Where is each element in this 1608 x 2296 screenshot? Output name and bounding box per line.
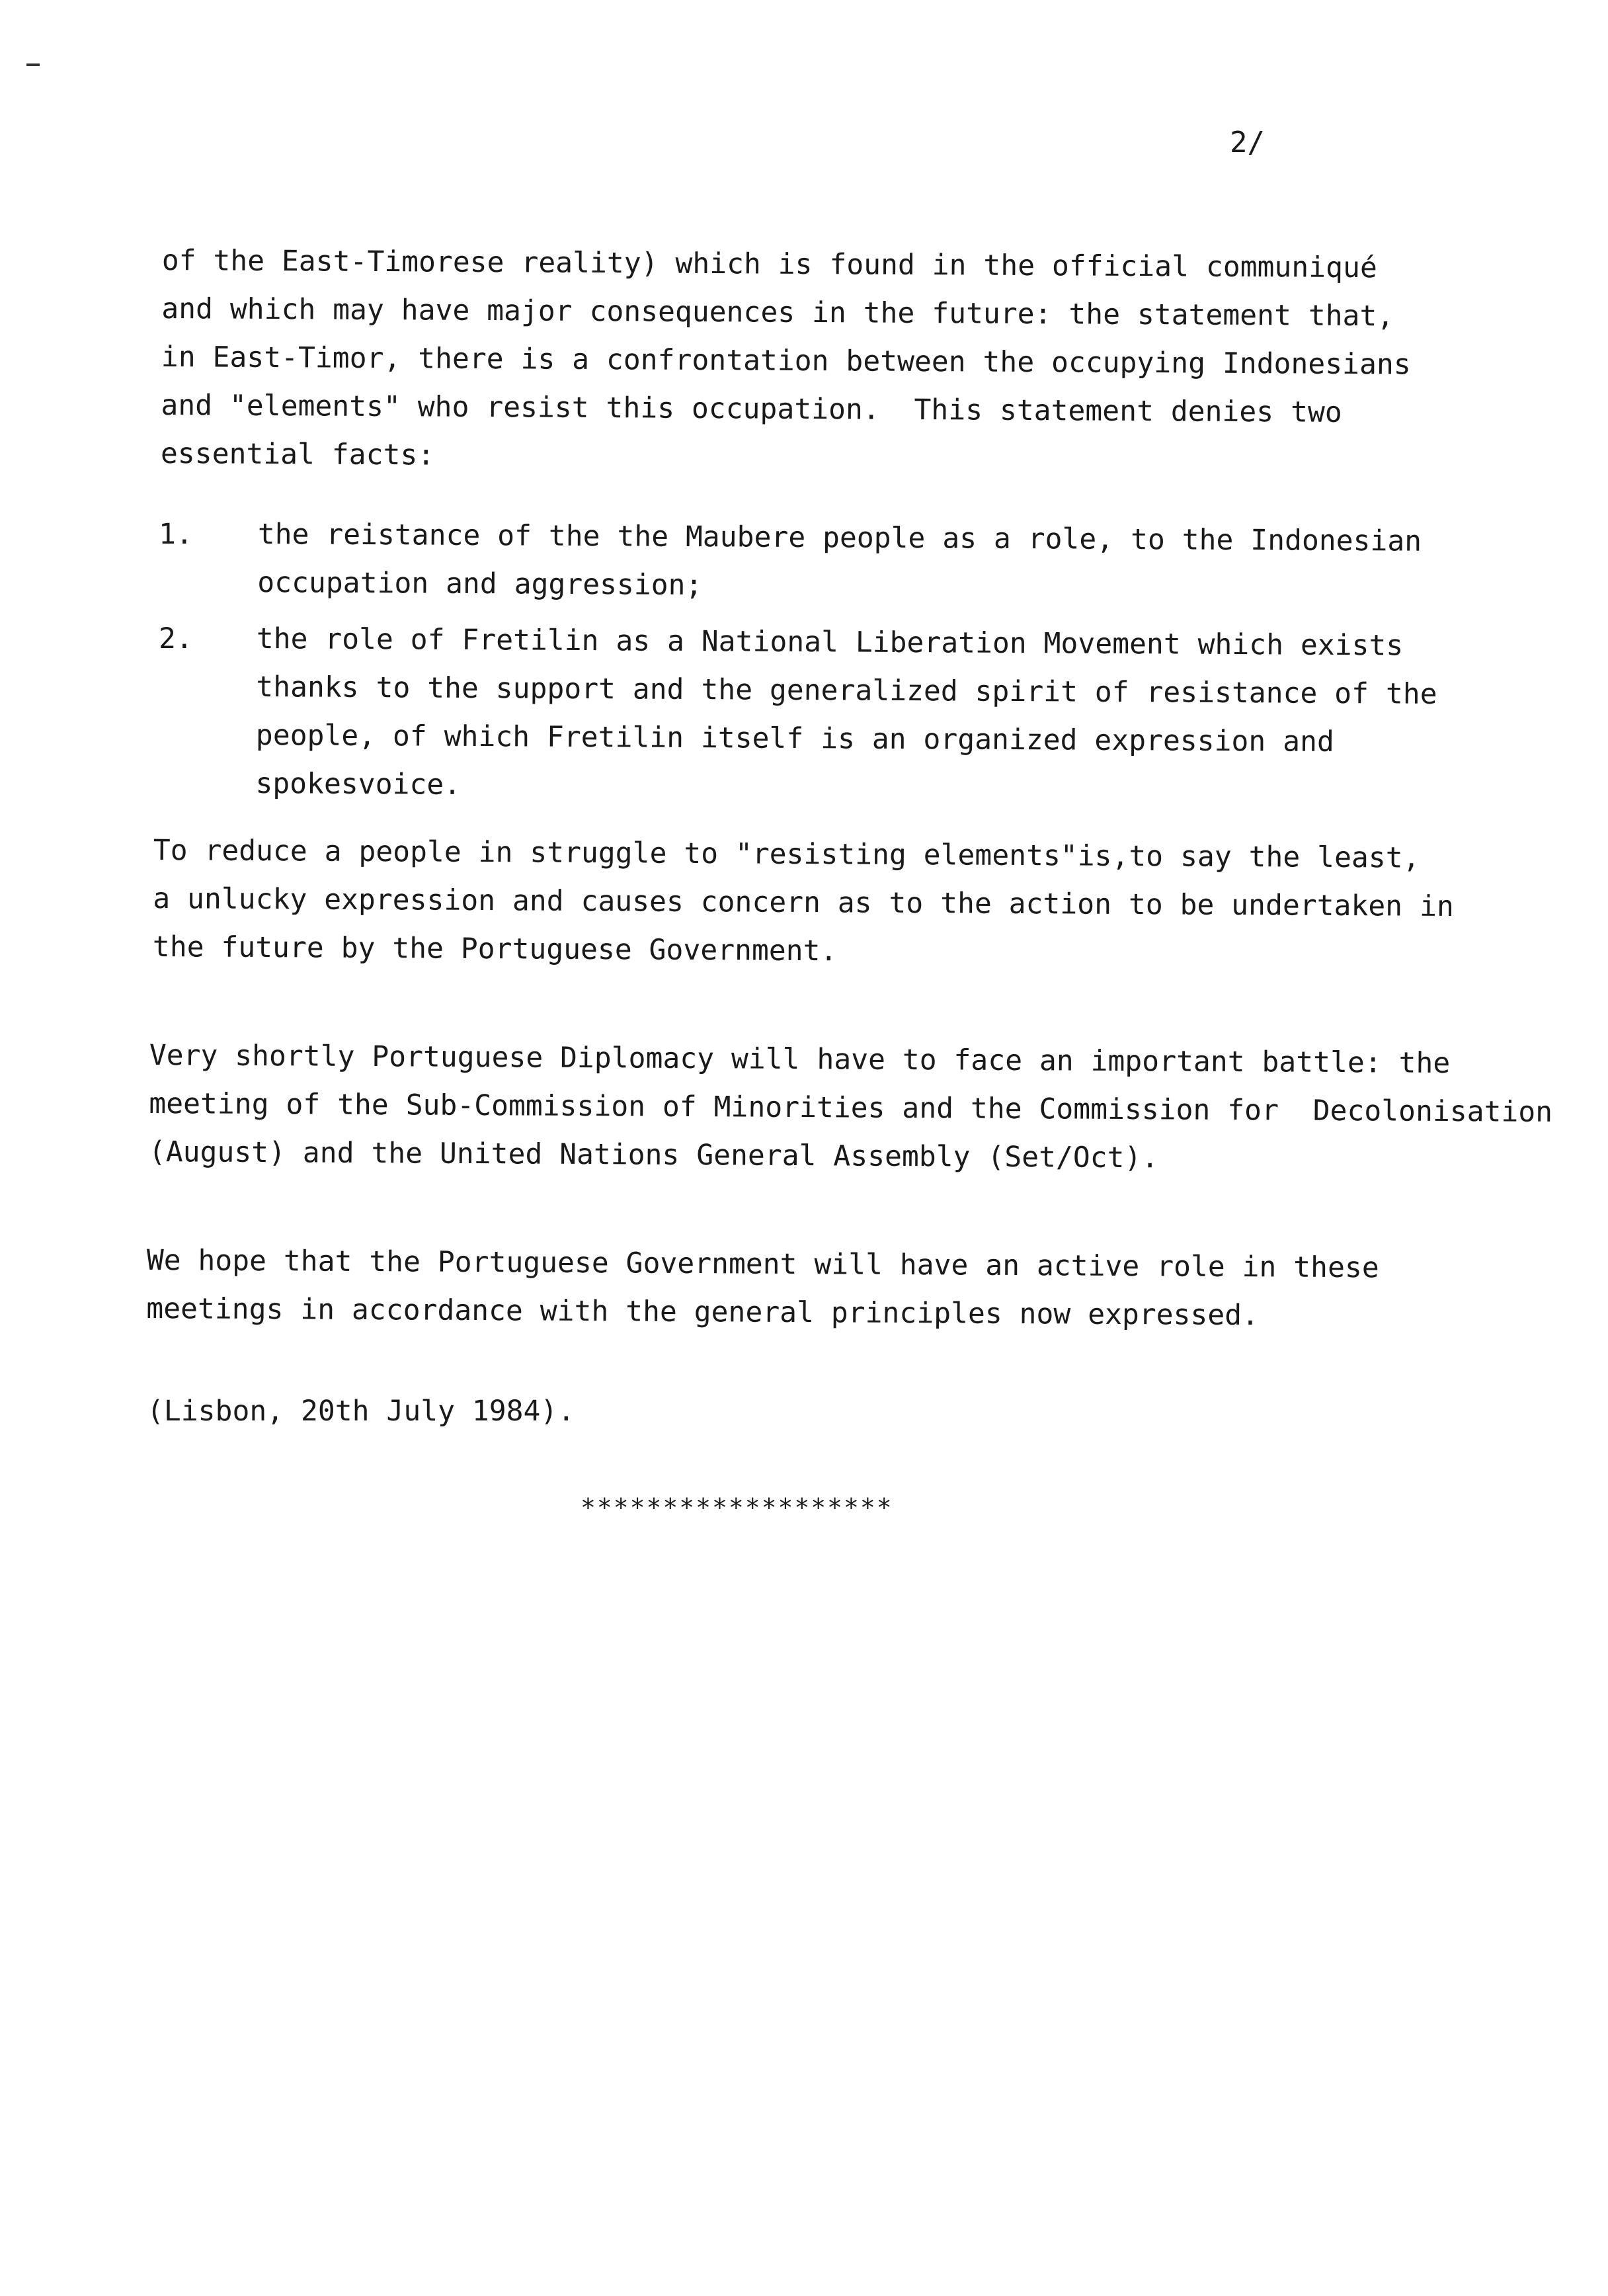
- list-item-text: the role of Fretilin as a National Liberation Movement which exists thanks to the support and the generalized spirit of resistance of the people, of which Fretilin itself is an organized expression and spokesvoice.: [255, 622, 1437, 801]
- scan-mark: [26, 63, 40, 66]
- paragraph-reduce: To reduce a people in struggle to "resisting elements"is,to say the least, a unlucky expression and causes concern as to the action to be undertaken in the future by the Portuguese Government.: [152, 833, 1454, 968]
- paragraph-diplomacy: Very shortly Portuguese Diplomacy will have to face an important battle: the meeting of the Sub-Commission of Minorities and the Commission for Decolonisation (August) and the United Nations General Assembly (Set/Oct).: [148, 1038, 1553, 1175]
- paragraph-hope: We hope that the Portuguese Government will have an active role in these meetings in accordance with the general principles now expressed.: [146, 1243, 1379, 1332]
- dateline: (Lisbon, 20th July 1984).: [147, 1395, 575, 1428]
- separator-stars: *******************: [581, 1493, 893, 1522]
- list-item-text: the reistance of the the Maubere people as a role, to the Indonesian occupation and aggression;: [257, 517, 1422, 602]
- list-item-number: 2.: [159, 622, 193, 655]
- page-number: 2/: [1230, 126, 1265, 159]
- list-item-number: 1.: [159, 518, 193, 551]
- paragraph-intro: of the East-Timorese reality) which is found in the official communiqué and which may have major consequences in the future: the statement that, in East-Timor, there is a confrontation between the occupying Indonesians and "elements" who resist this occupation. This statement denies two essential facts:: [160, 243, 1411, 472]
